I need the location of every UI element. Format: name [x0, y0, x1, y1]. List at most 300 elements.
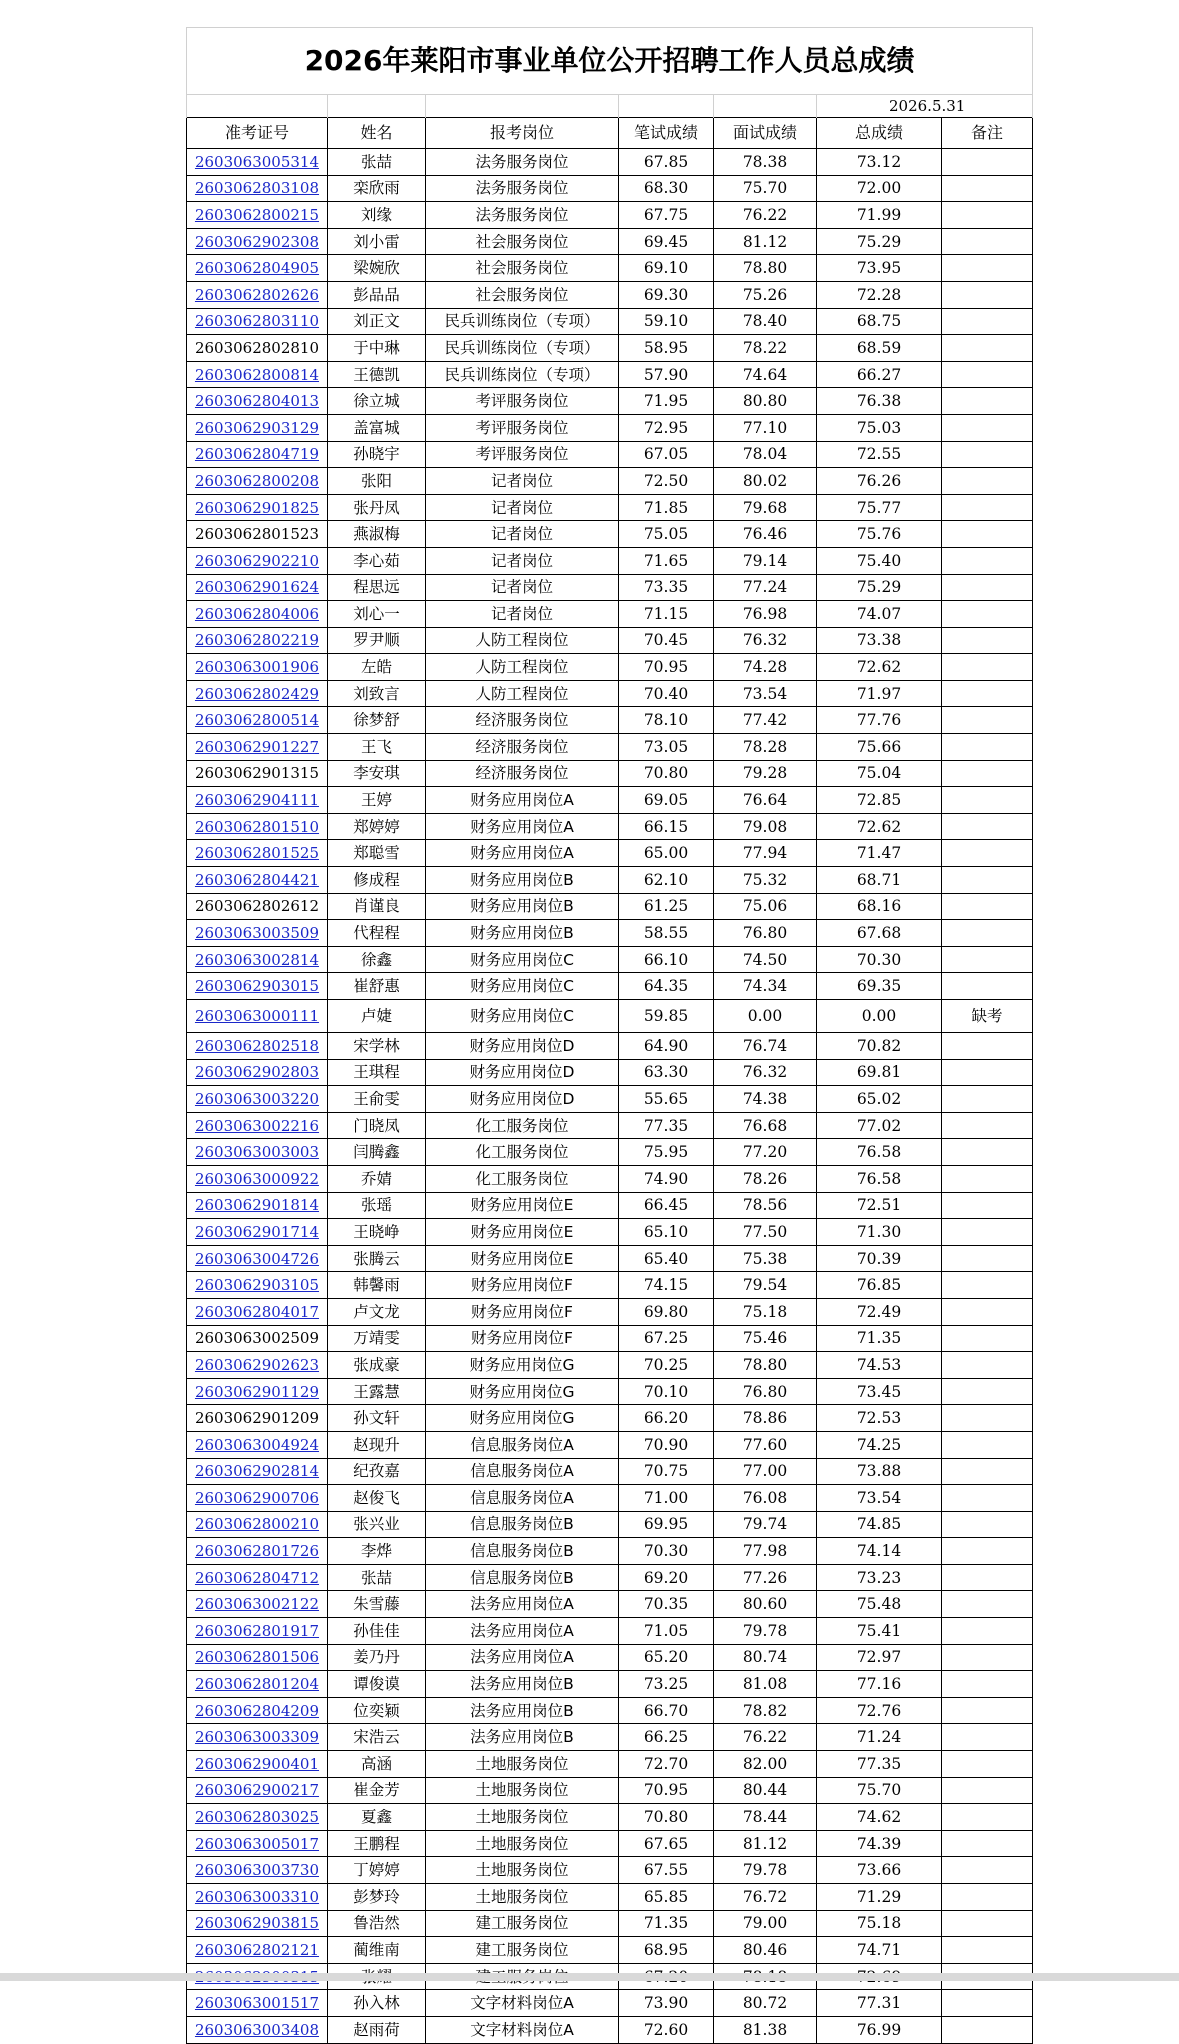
exam-id-link[interactable]: 2603063003310 — [194, 1887, 320, 1906]
exam-id-link[interactable]: 2603062804712 — [194, 1568, 320, 1587]
exam-id-link[interactable]: 2603062802219 — [194, 631, 320, 650]
interview-score-cell: 75.46 — [714, 1325, 817, 1352]
written-score-cell: 66.45 — [619, 1192, 714, 1219]
note-cell — [942, 1112, 1033, 1139]
interview-score-cell: 80.74 — [714, 1644, 817, 1671]
exam-id-link[interactable]: 2603062804017 — [194, 1302, 320, 1321]
exam-id-cell — [187, 946, 328, 973]
post-cell: 信息服务岗位B — [426, 1538, 619, 1565]
table-row — [187, 1033, 1033, 1060]
post-cell: 土地服务岗位 — [426, 1751, 619, 1778]
total-score-cell: 77.02 — [817, 1112, 942, 1139]
interview-score-cell: 79.08 — [714, 813, 817, 840]
exam-id-cell — [187, 1431, 328, 1458]
name-cell: 张成豪 — [328, 1352, 426, 1379]
table-row — [187, 1857, 1033, 1884]
exam-id-link[interactable]: 2603062800514 — [194, 711, 320, 730]
total-score-cell: 65.02 — [817, 1086, 942, 1113]
note-cell — [942, 1990, 1033, 2017]
exam-id-cell — [187, 308, 328, 335]
exam-id-cell — [187, 627, 328, 654]
interview-score-cell: 0.00 — [714, 1000, 817, 1033]
written-score-cell: 66.25 — [619, 1724, 714, 1751]
written-score-cell: 77.35 — [619, 1112, 714, 1139]
exam-id-cell — [187, 1405, 328, 1432]
interview-score-cell: 74.64 — [714, 361, 817, 388]
exam-id-link[interactable]: 2603062804013 — [194, 392, 320, 411]
written-score-cell: 70.80 — [619, 1804, 714, 1831]
name-cell: 位奕颖 — [328, 1697, 426, 1724]
exam-id-cell — [187, 840, 328, 867]
exam-id-link[interactable]: 2603063001906 — [194, 658, 320, 677]
exam-id-link[interactable]: 2603062903129 — [194, 418, 320, 437]
written-score-cell: 71.00 — [619, 1485, 714, 1512]
exam-id-link[interactable]: 2603062800215 — [194, 205, 320, 224]
name-cell: 纪孜嘉 — [328, 1458, 426, 1485]
header-name: 姓名 — [328, 118, 426, 149]
blank-cell — [187, 95, 328, 118]
post-cell: 土地服务岗位 — [426, 1830, 619, 1857]
exam-id-link[interactable]: 2603062902623 — [194, 1355, 320, 1374]
written-score-cell: 58.55 — [619, 920, 714, 947]
name-cell: 左皓 — [328, 654, 426, 681]
interview-score-cell: 75.38 — [714, 1245, 817, 1272]
header-written-score: 笔试成绩 — [619, 118, 714, 149]
total-score-cell: 76.85 — [817, 1272, 942, 1299]
exam-id-link[interactable]: 2603062800210 — [194, 1515, 320, 1534]
written-score-cell: 72.60 — [619, 2016, 714, 2043]
post-cell: 化工服务岗位 — [426, 1139, 619, 1166]
post-cell: 法务应用岗位A — [426, 1618, 619, 1645]
note-cell — [942, 1431, 1033, 1458]
post-cell: 民兵训练岗位（专项） — [426, 308, 619, 335]
total-score-cell: 71.99 — [817, 202, 942, 229]
name-cell: 姜乃丹 — [328, 1644, 426, 1671]
post-cell: 民兵训练岗位（专项） — [426, 335, 619, 362]
exam-id-link[interactable]: 2603062901714 — [194, 1222, 320, 1241]
exam-id-cell — [187, 361, 328, 388]
post-cell: 财务应用岗位G — [426, 1405, 619, 1432]
total-score-cell: 77.76 — [817, 707, 942, 734]
total-score-cell: 72.62 — [817, 813, 942, 840]
name-cell: 刘致言 — [328, 680, 426, 707]
written-score-cell: 59.85 — [619, 1000, 714, 1033]
exam-id-link[interactable]: 2603062904111 — [194, 791, 320, 810]
note-cell — [942, 601, 1033, 628]
interview-score-cell: 77.10 — [714, 414, 817, 441]
table-row — [187, 468, 1033, 495]
written-score-cell: 72.70 — [619, 1751, 714, 1778]
name-cell: 张喆 — [328, 1564, 426, 1591]
table-row — [187, 1458, 1033, 1485]
table-row — [187, 521, 1033, 548]
header-total-score: 总成绩 — [817, 118, 942, 149]
interview-score-cell: 79.78 — [714, 1857, 817, 1884]
exam-id-cell — [187, 1245, 328, 1272]
total-score-cell: 0.00 — [817, 1000, 942, 1033]
exam-id-link[interactable]: 2603062802626 — [194, 285, 320, 304]
note-cell — [942, 361, 1033, 388]
name-cell: 盖富城 — [328, 414, 426, 441]
table-row — [187, 1298, 1033, 1325]
post-cell: 财务应用岗位B — [426, 867, 619, 894]
exam-id-cell — [187, 1086, 328, 1113]
exam-id-link[interactable]: 2603063003509 — [194, 924, 320, 943]
table-row — [187, 1724, 1033, 1751]
name-cell: 代程程 — [328, 920, 426, 947]
exam-id-link[interactable]: 2603062900401 — [194, 1754, 320, 1773]
exam-id-link[interactable]: 2603062903015 — [194, 977, 320, 996]
exam-id-link[interactable]: 2603063003003 — [194, 1143, 320, 1162]
exam-id-cell — [187, 707, 328, 734]
note-cell — [942, 1618, 1033, 1645]
post-cell: 信息服务岗位B — [426, 1511, 619, 1538]
exam-id-link[interactable]: 2603062801726 — [194, 1542, 320, 1561]
exam-id-link[interactable]: 2603062903105 — [194, 1276, 320, 1295]
written-score-cell: 68.30 — [619, 175, 714, 202]
note-cell — [942, 308, 1033, 335]
total-score-cell: 72.53 — [817, 1405, 942, 1432]
interview-score-cell: 76.22 — [714, 1724, 817, 1751]
results-body — [187, 149, 1033, 2044]
exam-id-cell — [187, 1165, 328, 1192]
exam-id-link[interactable]: 2603063001517 — [194, 1994, 320, 2013]
interview-score-cell: 79.74 — [714, 1511, 817, 1538]
post-cell: 土地服务岗位 — [426, 1804, 619, 1831]
written-score-cell: 65.20 — [619, 1644, 714, 1671]
name-cell: 于中琳 — [328, 335, 426, 362]
exam-id-link[interactable]: 2603062902803 — [194, 1063, 320, 1082]
written-score-cell: 70.25 — [619, 1352, 714, 1379]
exam-id-link[interactable]: 2603062801510 — [194, 817, 320, 836]
name-cell: 孙文轩 — [328, 1405, 426, 1432]
exam-id-cell — [187, 734, 328, 761]
exam-id-cell — [187, 441, 328, 468]
exam-id-link[interactable]: 2603062902210 — [194, 551, 320, 570]
exam-id-link[interactable]: 2603062900706 — [194, 1488, 320, 1507]
post-cell: 财务应用岗位B — [426, 920, 619, 947]
table-row — [187, 1511, 1033, 1538]
note-cell — [942, 734, 1033, 761]
table-row — [187, 1485, 1033, 1512]
name-cell: 王琪程 — [328, 1059, 426, 1086]
exam-id-link[interactable]: 2603062803108 — [194, 179, 320, 198]
name-cell: 刘缘 — [328, 202, 426, 229]
interview-score-cell: 77.42 — [714, 707, 817, 734]
table-row — [187, 414, 1033, 441]
note-cell — [942, 1697, 1033, 1724]
post-cell: 信息服务岗位A — [426, 1485, 619, 1512]
name-cell: 高涵 — [328, 1751, 426, 1778]
note-cell — [942, 867, 1033, 894]
exam-id-cell — [187, 1751, 328, 1778]
exam-id-link[interactable]: 2603062801204 — [194, 1675, 320, 1694]
exam-id-link[interactable]: 2603062902308 — [194, 232, 320, 251]
total-score-cell: 77.31 — [817, 1990, 942, 2017]
exam-id-link[interactable]: 2603062804905 — [194, 259, 320, 278]
note-cell — [942, 574, 1033, 601]
exam-id-cell — [187, 388, 328, 415]
written-score-cell: 70.10 — [619, 1378, 714, 1405]
table-row — [187, 175, 1033, 202]
interview-score-cell: 76.80 — [714, 920, 817, 947]
total-score-cell: 75.70 — [817, 1777, 942, 1804]
interview-score-cell: 73.54 — [714, 680, 817, 707]
exam-id-link[interactable]: 2603062801506 — [194, 1648, 320, 1667]
exam-id-link[interactable]: 2603063003730 — [194, 1861, 320, 1880]
exam-id-link[interactable]: 2603062801917 — [194, 1621, 320, 1640]
note-cell — [942, 1219, 1033, 1246]
interview-score-cell: 80.60 — [714, 1591, 817, 1618]
name-cell: 李安琪 — [328, 760, 426, 787]
table-row — [187, 946, 1033, 973]
written-score-cell: 66.10 — [619, 946, 714, 973]
exam-id-cell — [187, 1724, 328, 1751]
post-cell: 财务应用岗位D — [426, 1086, 619, 1113]
table-row — [187, 1671, 1033, 1698]
name-cell: 刘正文 — [328, 308, 426, 335]
post-cell: 法务应用岗位B — [426, 1724, 619, 1751]
table-row — [187, 494, 1033, 521]
exam-id-cell — [187, 149, 328, 176]
exam-id-link[interactable]: 2603063003408 — [194, 2020, 320, 2039]
total-score-cell: 73.95 — [817, 255, 942, 282]
total-score-cell: 73.12 — [817, 149, 942, 176]
note-cell — [942, 1751, 1033, 1778]
table-row — [187, 149, 1033, 176]
exam-id-cell — [187, 1000, 328, 1033]
exam-id-link[interactable]: 2603063000922 — [194, 1169, 320, 1188]
exam-id-link[interactable]: 2603062804719 — [194, 445, 320, 464]
note-cell — [942, 1485, 1033, 1512]
written-score-cell: 75.95 — [619, 1139, 714, 1166]
table-row — [187, 867, 1033, 894]
exam-id-cell — [187, 468, 328, 495]
interview-score-cell: 79.78 — [714, 1618, 817, 1645]
note-cell — [942, 255, 1033, 282]
exam-id-link[interactable]: 2603062802518 — [194, 1036, 320, 1055]
table-row — [187, 1564, 1033, 1591]
exam-id-link[interactable]: 2603062902814 — [194, 1462, 320, 1481]
table-row — [187, 574, 1033, 601]
note-cell — [942, 946, 1033, 973]
exam-id-link[interactable]: 2603063005314 — [194, 152, 320, 171]
total-score-cell: 72.55 — [817, 441, 942, 468]
post-cell: 经济服务岗位 — [426, 707, 619, 734]
exam-id-cell — [187, 335, 328, 362]
total-score-cell: 76.58 — [817, 1139, 942, 1166]
page-title: 2026年莱阳市事业单位公开招聘工作人员总成绩 — [187, 28, 1033, 95]
name-cell: 崔金芳 — [328, 1777, 426, 1804]
exam-id-cell — [187, 1830, 328, 1857]
interview-score-cell: 77.24 — [714, 574, 817, 601]
exam-id-link[interactable]: 2603063004924 — [194, 1435, 320, 1454]
interview-score-cell: 78.38 — [714, 149, 817, 176]
name-cell: 梁婉欣 — [328, 255, 426, 282]
name-cell: 张丹凤 — [328, 494, 426, 521]
blank-cell — [426, 95, 619, 118]
table-row — [187, 1804, 1033, 1831]
interview-score-cell: 74.34 — [714, 973, 817, 1000]
exam-id-cell — [187, 1033, 328, 1060]
exam-id-link[interactable]: 2603063003220 — [194, 1089, 320, 1108]
exam-id-cell — [187, 521, 328, 548]
exam-id-link[interactable]: 2603062800208 — [194, 471, 320, 490]
total-score-cell: 72.62 — [817, 654, 942, 681]
exam-id-cell — [187, 1937, 328, 1964]
post-cell: 财务应用岗位E — [426, 1192, 619, 1219]
post-cell: 法务应用岗位B — [426, 1697, 619, 1724]
table-row — [187, 1192, 1033, 1219]
total-score-cell: 74.14 — [817, 1538, 942, 1565]
name-cell: 赵现升 — [328, 1431, 426, 1458]
name-cell: 修成程 — [328, 867, 426, 894]
table-row — [187, 1644, 1033, 1671]
note-cell — [942, 840, 1033, 867]
exam-id-link[interactable]: 2603062901227 — [194, 737, 320, 756]
note-cell — [942, 202, 1033, 229]
note-cell — [942, 388, 1033, 415]
total-score-cell: 69.81 — [817, 1059, 942, 1086]
exam-id-cell — [187, 1857, 328, 1884]
table-row — [187, 1378, 1033, 1405]
written-score-cell: 70.95 — [619, 1777, 714, 1804]
exam-id-link[interactable]: 2603062802121 — [194, 1940, 320, 1959]
total-score-cell: 71.35 — [817, 1325, 942, 1352]
exam-id-link[interactable]: 2603062901814 — [194, 1196, 320, 1215]
exam-id-link[interactable]: 2603062801525 — [194, 844, 320, 863]
exam-id-link[interactable]: 2603062802429 — [194, 684, 320, 703]
interview-score-cell: 82.00 — [714, 1751, 817, 1778]
name-cell: 郑聪雪 — [328, 840, 426, 867]
exam-id-link[interactable]: 2603063000111 — [194, 1007, 320, 1025]
table-row — [187, 1538, 1033, 1565]
exam-id-link[interactable]: 2603062901624 — [194, 578, 320, 597]
written-score-cell: 78.10 — [619, 707, 714, 734]
exam-id-link[interactable]: 2603062903815 — [194, 1914, 320, 1933]
exam-id-link[interactable]: 2603062804421 — [194, 870, 320, 889]
written-score-cell: 74.15 — [619, 1272, 714, 1299]
exam-id-link[interactable]: 2603062901825 — [194, 498, 320, 517]
total-score-cell: 72.49 — [817, 1298, 942, 1325]
table-row — [187, 547, 1033, 574]
exam-id-link[interactable]: 2603063005017 — [194, 1834, 320, 1853]
post-cell: 法务服务岗位 — [426, 175, 619, 202]
post-cell: 法务应用岗位A — [426, 1644, 619, 1671]
table-row — [187, 1245, 1033, 1272]
written-score-cell: 66.70 — [619, 1697, 714, 1724]
exam-id-link[interactable]: 2603062804006 — [194, 604, 320, 623]
exam-id-link[interactable]: 2603062804209 — [194, 1701, 320, 1720]
exam-id-link[interactable]: 2603062900217 — [194, 1781, 320, 1800]
total-score-cell: 70.39 — [817, 1245, 942, 1272]
name-cell: 宋浩云 — [328, 1724, 426, 1751]
note-cell — [942, 787, 1033, 814]
written-score-cell: 71.35 — [619, 1910, 714, 1937]
written-score-cell: 64.35 — [619, 973, 714, 1000]
note-cell — [942, 1937, 1033, 1964]
written-score-cell: 61.25 — [619, 893, 714, 920]
written-score-cell: 67.05 — [619, 441, 714, 468]
exam-id-link[interactable]: 2603062800814 — [194, 365, 320, 384]
name-cell: 卢婕 — [328, 1000, 426, 1033]
note-cell — [942, 335, 1033, 362]
written-score-cell: 73.25 — [619, 1671, 714, 1698]
total-score-cell: 75.77 — [817, 494, 942, 521]
table-row — [187, 1591, 1033, 1618]
name-cell: 徐鑫 — [328, 946, 426, 973]
interview-score-cell: 75.18 — [714, 1298, 817, 1325]
blank-cell — [714, 95, 817, 118]
interview-score-cell: 81.12 — [714, 1830, 817, 1857]
exam-id-cell — [187, 1564, 328, 1591]
total-score-cell: 75.40 — [817, 547, 942, 574]
written-score-cell: 67.55 — [619, 1857, 714, 1884]
table-row — [187, 734, 1033, 761]
total-score-cell: 70.30 — [817, 946, 942, 973]
total-score-cell: 71.29 — [817, 1884, 942, 1911]
post-cell: 建工服务岗位 — [426, 1937, 619, 1964]
exam-id-link[interactable]: 2603063002814 — [194, 950, 320, 969]
exam-id-link[interactable]: 2603062803025 — [194, 1808, 320, 1827]
exam-id-text: 2603062802810 — [194, 338, 320, 357]
exam-id-link[interactable]: 2603063003309 — [194, 1728, 320, 1747]
exam-id-text: 2603062801523 — [194, 525, 320, 544]
written-score-cell: 69.80 — [619, 1298, 714, 1325]
note-cell — [942, 1352, 1033, 1379]
note-cell — [942, 1591, 1033, 1618]
exam-id-link[interactable]: 2603062803110 — [194, 312, 320, 331]
post-cell: 财务应用岗位D — [426, 1059, 619, 1086]
total-score-cell: 74.25 — [817, 1431, 942, 1458]
exam-id-cell — [187, 680, 328, 707]
table-row — [187, 1937, 1033, 1964]
total-score-cell: 66.27 — [817, 361, 942, 388]
interview-score-cell: 79.54 — [714, 1272, 817, 1299]
name-cell: 彭品品 — [328, 281, 426, 308]
interview-score-cell: 77.00 — [714, 1458, 817, 1485]
exam-id-cell — [187, 1272, 328, 1299]
written-score-cell: 65.10 — [619, 1219, 714, 1246]
exam-id-link[interactable]: 2603063002216 — [194, 1116, 320, 1135]
exam-id-cell — [187, 601, 328, 628]
table-row — [187, 601, 1033, 628]
post-cell: 经济服务岗位 — [426, 760, 619, 787]
note-cell — [942, 1245, 1033, 1272]
exam-id-link[interactable]: 2603063002122 — [194, 1595, 320, 1614]
post-cell: 考评服务岗位 — [426, 388, 619, 415]
total-score-cell: 71.24 — [817, 1724, 942, 1751]
name-cell: 孙晓宇 — [328, 441, 426, 468]
table-row — [187, 760, 1033, 787]
interview-score-cell: 78.22 — [714, 335, 817, 362]
table-row — [187, 1219, 1033, 1246]
exam-id-cell — [187, 2016, 328, 2043]
name-cell: 张阳 — [328, 468, 426, 495]
exam-id-cell — [187, 1112, 328, 1139]
interview-score-cell: 74.38 — [714, 1086, 817, 1113]
exam-id-link[interactable]: 2603062901129 — [194, 1382, 320, 1401]
total-score-cell: 75.18 — [817, 1910, 942, 1937]
interview-score-cell: 78.04 — [714, 441, 817, 468]
interview-score-cell: 80.44 — [714, 1777, 817, 1804]
note-cell — [942, 1511, 1033, 1538]
exam-id-link[interactable]: 2603063004726 — [194, 1249, 320, 1268]
exam-id-cell — [187, 574, 328, 601]
total-score-cell: 73.45 — [817, 1378, 942, 1405]
interview-score-cell: 78.26 — [714, 1165, 817, 1192]
written-score-cell: 65.00 — [619, 840, 714, 867]
